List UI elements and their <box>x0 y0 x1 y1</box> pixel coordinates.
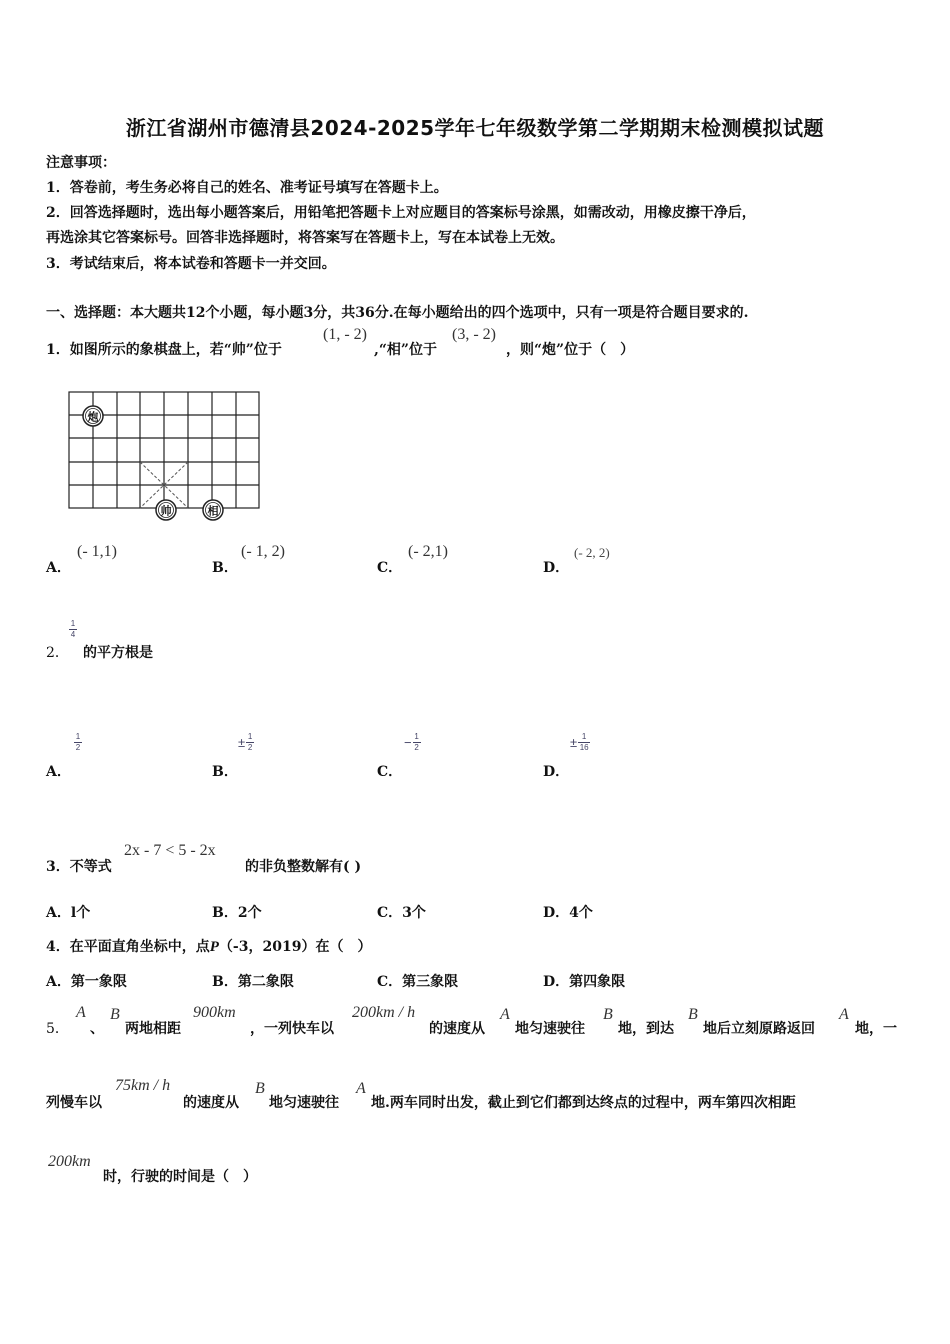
q5-place-b3: B <box>688 1006 698 1023</box>
q5-t10: 地匀速驶往 <box>269 1095 339 1111</box>
q5-t9: 的速度从 <box>183 1095 239 1111</box>
q5-place-a3: A <box>839 1006 849 1023</box>
option-label: B． <box>212 905 238 921</box>
q5-t5: 地，到达 <box>618 1021 674 1037</box>
q1-coord-xiang: (3, - 2) <box>452 326 496 343</box>
q5-distance: 900km <box>193 1004 236 1021</box>
note-item: 2．回答选择题时，选出每小题答案后，用铅笔把答题卡上对应题目的答案标号涂黑，如需改动，用橡皮擦干净后， <box>46 205 756 221</box>
shuai-label: 帅 <box>160 504 172 518</box>
option-value: 第三象限 <box>402 974 459 990</box>
option-value: l个 <box>70 905 91 921</box>
option-label: C． <box>377 974 403 990</box>
q5-t12: 时，行驶的时间是（ ） <box>103 1169 257 1185</box>
option-value: 4个 <box>569 905 593 921</box>
q4-option-d[interactable] <box>543 971 625 991</box>
page-title: 浙江省湖州市德清县2024-2025学年七年级数学第二学期期末检测模拟试题 <box>125 116 825 140</box>
pao-label: 炮 <box>87 410 99 424</box>
q5-t4: 地匀速驶往 <box>515 1021 585 1037</box>
q5-number: 5． <box>46 1021 69 1037</box>
q5-t2: ，一列快车以 <box>250 1021 334 1037</box>
q1-number: 1． <box>46 342 70 358</box>
q4-number: 4． <box>46 939 70 955</box>
piece-shuai <box>156 500 176 520</box>
option-value: 第一象限 <box>70 974 127 990</box>
piece-pao <box>83 406 103 426</box>
q1-text-c: ，则“炮”位于（ ） <box>506 342 635 358</box>
minus-sign: − <box>404 735 412 750</box>
q5-place-b2: B <box>603 1006 613 1023</box>
q2-fraction <box>69 611 77 639</box>
frac-num: 1 <box>581 732 587 741</box>
option-label: A． <box>46 905 71 921</box>
option-label: A． <box>46 974 71 990</box>
option-value: 第四象限 <box>569 974 626 990</box>
q1-option-b[interactable]: B． <box>212 560 238 576</box>
q3-option-c[interactable] <box>377 902 426 922</box>
chess-board-figure <box>60 386 270 526</box>
q5-place-a: A <box>76 1004 86 1021</box>
xiang-label: 相 <box>207 504 219 518</box>
q1-option-c[interactable]: C． <box>377 560 403 576</box>
q4-stem <box>46 936 371 956</box>
q2-num: 1 <box>70 619 76 628</box>
note-item: 再选涂其它答案标号。回答非选择题时，将答案写在答题卡上，写在本试卷上无效。 <box>46 230 564 246</box>
q3-number: 3． <box>46 859 70 875</box>
q2-option-a[interactable]: A． <box>46 764 71 780</box>
q1-option-d[interactable]: D． <box>543 560 570 576</box>
q2-option-d[interactable]: D． <box>543 764 570 780</box>
q2-option-b[interactable]: B． <box>212 764 238 780</box>
option-label: B． <box>212 974 238 990</box>
q3-stem <box>46 856 112 876</box>
q5-t3: 的速度从 <box>429 1021 485 1037</box>
q2-text: 的平方根是 <box>83 645 153 661</box>
q1-stem <box>46 339 282 359</box>
q5-place-b4: B <box>255 1080 265 1097</box>
q3-option-b[interactable] <box>212 902 262 922</box>
option-value: 3个 <box>402 905 426 921</box>
q3-option-d[interactable] <box>543 902 593 922</box>
q1-option-a-value: (- 1,1) <box>77 543 117 560</box>
q5-t8: 列慢车以 <box>46 1095 102 1111</box>
q5-t1: 两地相距 <box>125 1021 181 1037</box>
q4-option-a[interactable] <box>46 971 127 991</box>
q3-option-a[interactable] <box>46 902 90 922</box>
q4-text-b: （-3，2019）在（ ） <box>218 939 372 955</box>
note-item: 3．考试结束后，将本试卷和答题卡一并交回。 <box>46 256 336 272</box>
notes-heading: 注意事项： <box>46 155 116 171</box>
q2-option-d-value <box>570 733 590 752</box>
q2-number: 2． <box>46 645 69 661</box>
frac-num: 1 <box>247 732 253 741</box>
option-label: D． <box>543 905 570 921</box>
option-value: 2个 <box>237 905 262 921</box>
frac-den: 16 <box>579 743 589 752</box>
q1-text-b: ,“相”位于 <box>374 342 437 358</box>
q1-option-b-value: (- 1, 2) <box>241 543 285 560</box>
q2-option-c[interactable]: C． <box>377 764 403 780</box>
q5-distance2: 200km <box>48 1153 91 1170</box>
piece-xiang <box>203 500 223 520</box>
frac-num: 1 <box>75 732 81 741</box>
q4-text-a: 在平面直角坐标中，点 <box>69 939 210 955</box>
option-label: C． <box>377 905 403 921</box>
q2-option-a-value <box>74 733 82 752</box>
q3-text-b: 的非负整数解有( ) <box>245 859 362 875</box>
q5-t6: 地后立刻原路返回 <box>703 1021 815 1037</box>
q5-speed-slow: 75km / h <box>115 1077 171 1094</box>
q1-option-a[interactable]: A． <box>46 560 71 576</box>
frac-den: 2 <box>75 743 81 752</box>
q5-t11: 地.两车同时出发，截止到它们都到达终点的过程中，两车第四次相距 <box>371 1095 796 1111</box>
q4-option-b[interactable] <box>212 971 294 991</box>
q3-text-a: 不等式 <box>69 859 112 875</box>
q5-t7: 地，一 <box>855 1021 897 1037</box>
q5-speed-fast: 200km / h <box>352 1004 416 1021</box>
q4-point: P <box>209 939 219 955</box>
q5-place-a2: A <box>500 1006 510 1023</box>
note-item: 1．答卷前，考生务必将自己的姓名、准考证号填写在答题卡上。 <box>46 180 448 196</box>
q1-text-a: 如图所示的象棋盘上，若“帅”位于 <box>69 342 282 358</box>
option-label: D． <box>543 974 570 990</box>
q5-place-b: B <box>110 1006 120 1023</box>
frac-den: 2 <box>247 743 253 752</box>
plus-minus-sign: ± <box>238 735 246 750</box>
q1-option-c-value: (- 2,1) <box>408 543 448 560</box>
frac-den: 2 <box>414 743 419 752</box>
q3-inequality: 2x - 7 < 5 - 2x <box>124 842 216 859</box>
q2-option-b-value <box>238 733 254 752</box>
q1-option-d-value: (- 2, 2) <box>574 545 610 560</box>
q1-coord-shuai: (1, - 2) <box>323 326 367 343</box>
section-heading: 一、选择题：本大题共12个小题，每小题3分，共36分.在每小题给出的四个选项中，只有一项是符合题目要求的. <box>46 305 749 321</box>
q5-sep: 、 <box>90 1021 104 1037</box>
q5-place-a4: A <box>356 1080 366 1097</box>
q2-option-c-value <box>404 733 421 752</box>
q4-option-c[interactable] <box>377 971 458 991</box>
plus-minus-sign: ± <box>570 735 578 750</box>
option-value: 第二象限 <box>237 974 294 990</box>
q2-den: 4 <box>70 630 76 639</box>
frac-num: 1 <box>414 732 419 741</box>
